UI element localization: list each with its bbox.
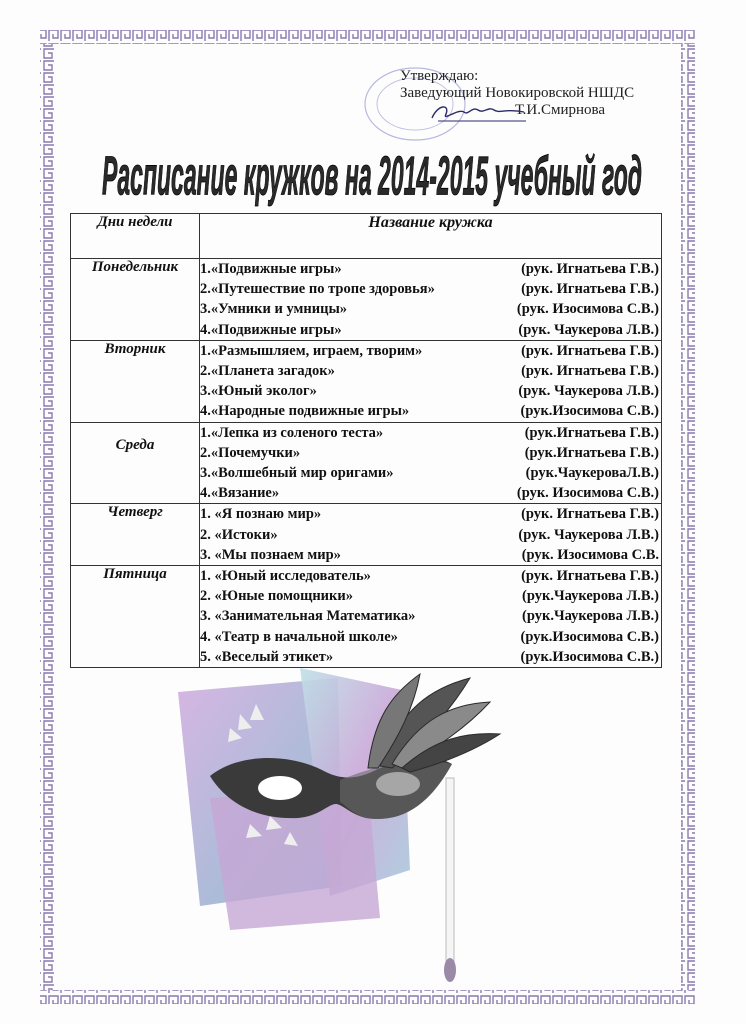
table-row bbox=[71, 422, 662, 504]
activity-row bbox=[200, 259, 661, 279]
activity-leader: (рук. Игнатьева Г.В.) bbox=[521, 568, 659, 585]
activity-name: 1.«Лепка из соленого теста» bbox=[200, 424, 384, 441]
day-cell: Четверг bbox=[71, 504, 200, 566]
activity-leader: (рук. Игнатьева Г.В.) bbox=[521, 363, 659, 380]
activity-row bbox=[200, 525, 661, 545]
activities-cell bbox=[200, 422, 662, 504]
activity-row bbox=[200, 606, 661, 626]
approval-position: Заведующий Новокировской НШДС bbox=[400, 85, 635, 101]
activity-leader: (рук.Игнатьева Г.В.) bbox=[524, 424, 659, 441]
activity-name: 3.«Волшебный мир оригами» bbox=[200, 465, 394, 482]
activity-leader: (рук.Чаукерова Л.В.) bbox=[522, 588, 659, 605]
activity-name: 1. «Я познаю мир» bbox=[200, 506, 322, 523]
activities-cell bbox=[200, 259, 662, 341]
activities-cell bbox=[200, 340, 662, 422]
approval-title: Утверждаю: bbox=[400, 68, 479, 84]
day-cell: Пятница bbox=[71, 566, 200, 668]
activity-row bbox=[200, 647, 661, 667]
day-cell: Понедельник bbox=[71, 259, 200, 341]
approval-signer: Т.И.Смирнова bbox=[515, 102, 606, 118]
activity-name: 1.«Подвижные игры» bbox=[200, 261, 342, 277]
day-cell: Вторник bbox=[71, 340, 200, 422]
activity-leader: (рук. Изосимова С.В. bbox=[521, 546, 659, 563]
activity-leader: (рук.ЧаукероваЛ.В.) bbox=[525, 465, 659, 482]
activity-leader: (рук. Изосимова С.В.) bbox=[516, 485, 659, 502]
activity-leader: (рук.Игнатьева Г.В.) bbox=[524, 444, 659, 461]
activity-leader: (рук.Изосимова С.В.) bbox=[520, 628, 659, 645]
activities-cell bbox=[200, 504, 662, 566]
table-row bbox=[71, 340, 662, 422]
day-cell: Среда bbox=[71, 422, 200, 504]
activity-name: 2. «Истоки» bbox=[200, 526, 278, 543]
activity-row bbox=[200, 545, 661, 565]
activity-leader: (рук. Игнатьева Г.В.) bbox=[521, 261, 659, 277]
activity-name: 3.«Юный эколог» bbox=[200, 383, 317, 400]
activity-leader: (рук. Игнатьева Г.В.) bbox=[521, 281, 659, 298]
activity-row bbox=[200, 361, 661, 381]
table-row bbox=[71, 259, 662, 341]
activity-row bbox=[200, 586, 661, 606]
activity-row bbox=[200, 566, 661, 586]
activity-row bbox=[200, 401, 661, 421]
activity-leader: (рук.Чаукерова Л.В.) bbox=[522, 608, 659, 625]
handwritten-signature bbox=[428, 100, 528, 126]
activity-row bbox=[200, 279, 661, 299]
activity-leader: (рук. Игнатьева Г.В.) bbox=[521, 506, 659, 523]
activity-row bbox=[200, 381, 661, 401]
activity-name: 1. «Юный исследователь» bbox=[200, 568, 371, 585]
activity-row bbox=[200, 299, 661, 319]
activity-row bbox=[200, 463, 661, 483]
activity-name: 4.«Подвижные игры» bbox=[200, 321, 342, 338]
activity-row bbox=[200, 320, 661, 340]
activity-name: 2. «Юные помощники» bbox=[200, 588, 353, 605]
activity-leader: (рук.Изосимова С.В.) bbox=[520, 403, 659, 420]
activity-leader: (рук. Чаукерова Л.В.) bbox=[518, 383, 659, 400]
activity-name: 2.«Почемучки» bbox=[200, 444, 301, 461]
header-days: Дни недели bbox=[71, 214, 200, 259]
activity-name: 5. «Веселый этикет» bbox=[200, 648, 334, 665]
activity-leader: (рук.Изосимова С.В.) bbox=[520, 648, 659, 665]
activity-leader: (рук. Чаукерова Л.В.) bbox=[518, 526, 659, 543]
activity-row bbox=[200, 483, 661, 503]
activity-name: 4.«Народные подвижные игры» bbox=[200, 403, 410, 420]
activity-leader: (рук. Игнатьева Г.В.) bbox=[521, 342, 659, 359]
activity-leader: (рук. Изосимова С.В.) bbox=[516, 301, 659, 318]
activities-cell bbox=[200, 566, 662, 668]
activity-name: 3.«Умники и умницы» bbox=[200, 301, 348, 318]
table-header-row bbox=[71, 214, 662, 259]
activity-name: 3. «Мы познаем мир» bbox=[200, 546, 341, 563]
page-title bbox=[92, 138, 652, 213]
activity-name: 1.«Размышляем, играем, творим» bbox=[200, 342, 423, 359]
table-row bbox=[71, 566, 662, 668]
table-row bbox=[71, 504, 662, 566]
schedule-table bbox=[70, 213, 662, 668]
activity-row bbox=[200, 504, 661, 524]
activity-name: 4. «Театр в начальной школе» bbox=[200, 628, 398, 645]
activity-row bbox=[200, 627, 661, 647]
activity-row bbox=[200, 341, 661, 361]
activity-name: 4.«Вязание» bbox=[200, 485, 280, 502]
activity-name: 2.«Планета загадок» bbox=[200, 363, 335, 380]
activity-leader: (рук. Чаукерова Л.В.) bbox=[518, 321, 659, 338]
activity-name: 3. «Занимательная Математика» bbox=[200, 608, 416, 625]
activity-row bbox=[200, 443, 661, 463]
carnival-mask-illustration bbox=[170, 668, 530, 988]
activity-name: 2.«Путешествие по тропе здоровья» bbox=[200, 281, 435, 298]
header-club-name: Название кружка bbox=[200, 214, 662, 259]
title-text: Расписание кружков на 2014-2015 учебный год bbox=[102, 145, 643, 208]
activity-row bbox=[200, 423, 661, 443]
